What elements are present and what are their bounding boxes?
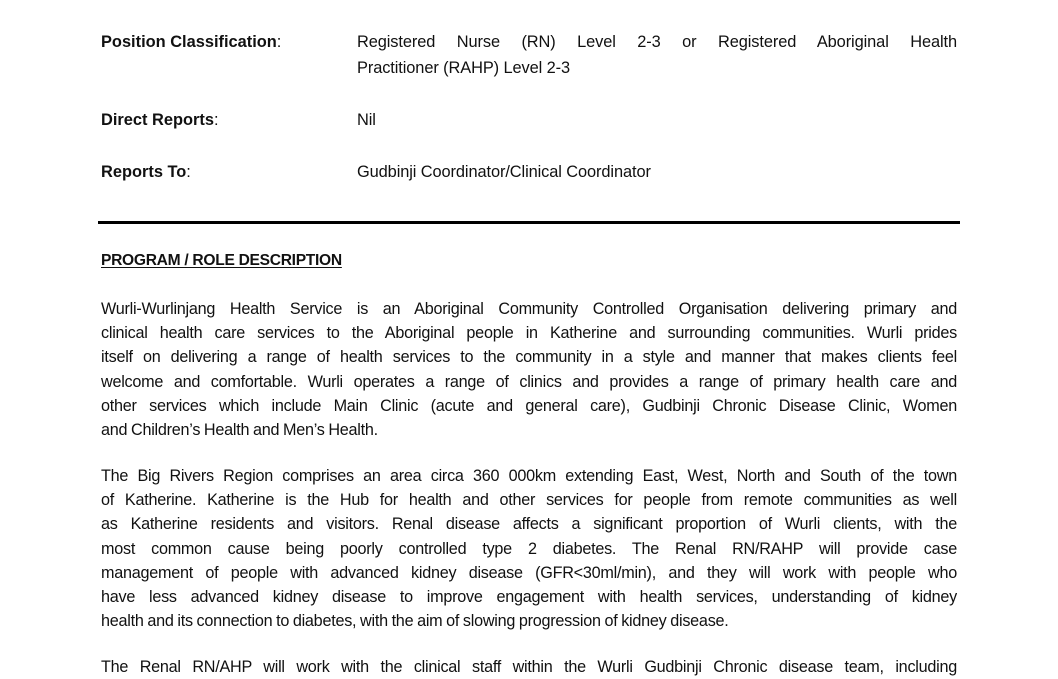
paragraph-line: and Children’s Health and Men’s Health. — [101, 421, 378, 440]
paragraph-line: health and its connection to diabetes, with the aim of slowing progression of kidney disease. — [101, 612, 729, 631]
paragraph-line: The Big Rivers Region comprises an area circa 360 000km extending East, West, North and South of the town — [101, 467, 957, 485]
field-position-classification — [101, 29, 957, 81]
paragraph-line: of Katherine. Katherine is the Hub for health and other services for people from remote communities as well — [101, 491, 957, 510]
field-value-line: Gudbinji Coordinator/Clinical Coordinator — [357, 163, 651, 181]
paragraph-line: most common cause being poorly controlled type 2 diabetes. The Renal RN/RAHP will provide case — [101, 539, 957, 558]
field-value-line: Registered Nurse (RN) Level 2-3 or Registered Aboriginal Health — [357, 33, 957, 51]
paragraph-line: other services which include Main Clinic (acute and general care), Gudbinji Chronic Disease Clinic, Women — [101, 396, 957, 415]
paragraph-renal-team — [101, 655, 957, 679]
section-heading: PROGRAM / ROLE DESCRIPTION — [101, 252, 342, 269]
field-value-line: Practitioner (RAHP) Level 2-3 — [357, 59, 570, 77]
paragraph-line: Wurli-Wurlinjang Health Service is an Aboriginal Community Controlled Organisation delivering primary and — [101, 300, 957, 318]
section-divider — [98, 221, 960, 224]
paragraph-organisation-intro — [101, 297, 957, 442]
field-label: Reports To: — [101, 163, 191, 181]
field-reports-to — [101, 159, 957, 185]
field-direct-reports — [101, 107, 957, 133]
paragraph-line: as Katherine residents and visitors. Renal disease affects a significant proportion of Wurli clients, with the — [101, 515, 957, 534]
field-value — [357, 159, 957, 185]
field-label: Direct Reports: — [101, 111, 219, 129]
paragraph-line: management of people with advanced kidney disease (GFR<30ml/min), and they will work with people who — [101, 563, 957, 582]
field-value — [357, 107, 957, 133]
paragraph-line: clinical health care services to the Aboriginal people in Katherine and surrounding communities. Wurli prides — [101, 324, 957, 343]
paragraph-line: have less advanced kidney disease to improve engagement with health services, understanding of kidney — [101, 588, 957, 607]
paragraph-line: itself on delivering a range of health services to the community in a style and manner that makes clients feel — [101, 348, 957, 367]
paragraph-region-renal — [101, 464, 957, 633]
field-value — [357, 29, 957, 81]
paragraph-line: The Renal RN/AHP will work with the clinical staff within the Wurli Gudbinji Chronic disease team, including — [101, 658, 957, 676]
paragraph-line: welcome and comfortable. Wurli operates a range of clinics and provides a range of primary health care and — [101, 372, 957, 391]
field-value-line: Nil — [357, 111, 376, 129]
field-label: Position Classification: — [101, 33, 282, 51]
